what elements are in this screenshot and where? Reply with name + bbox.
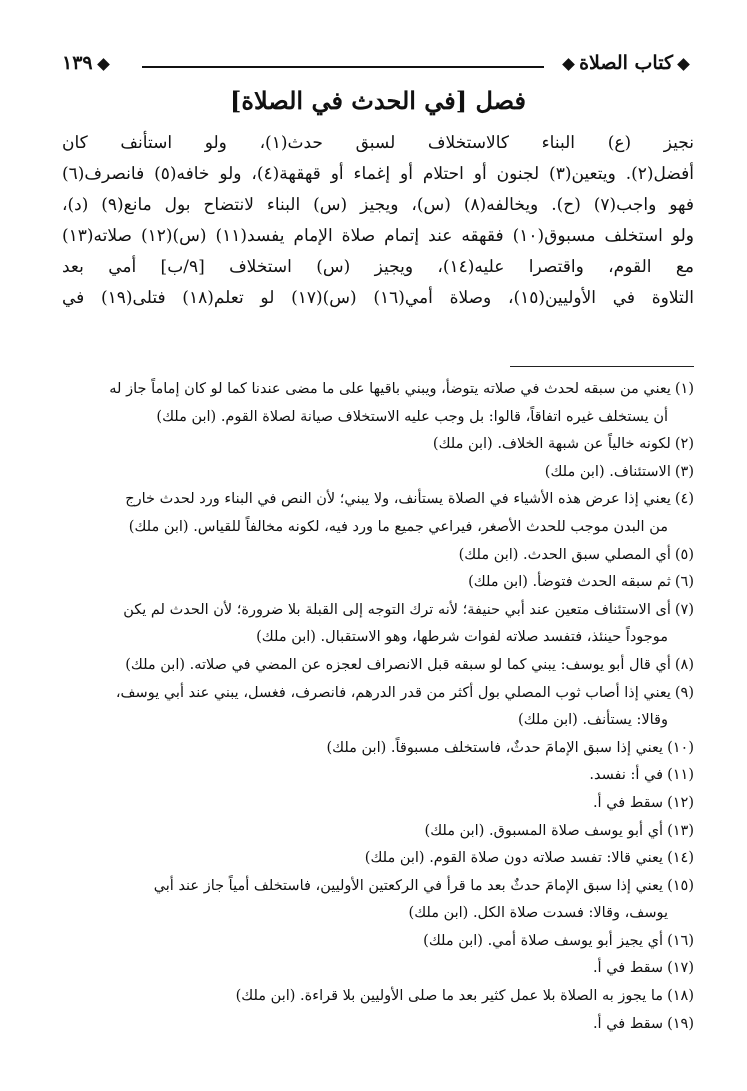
footnote-text: من البدن موجب للحدث الأصغر، فيراعي جميع ما ورد فيه، لكونه مخالفاً للقياس. (ابن ملك) <box>128 518 668 535</box>
footnote-text: يعني إذا سبق الإمامَ حدثٌ بعد ما قرأ في الركعتين الأوليين، فاستخلف أمياً جاز عند أبي <box>153 877 664 894</box>
footnote <box>62 790 694 818</box>
footnote-text: ثم سبقه الحدث فتوضأ. (ابن ملك) <box>468 574 671 591</box>
footnote <box>62 680 694 735</box>
footnote-text: يعني إذا سبق الإمامَ حدثٌ، فاستخلف مسبوقاً. (ابن ملك) <box>326 739 664 756</box>
footnote-text: أن يستخلف غيره اتفاقاً، قالوا: بل وجب عليه الاستخلاف صيانة لصلاة القوم. (ابن ملك) <box>156 408 668 425</box>
footnote <box>62 955 694 983</box>
footnote <box>62 735 694 763</box>
footnote-number: (٤) <box>674 491 694 508</box>
footnote <box>62 459 694 487</box>
footnote-number: (١٢) <box>667 794 694 811</box>
footnote-number: (١٩) <box>667 1015 694 1032</box>
footnote <box>62 873 694 928</box>
footnote <box>62 376 694 431</box>
footnote-text: سقط في أ. <box>592 960 664 977</box>
book-title <box>558 52 694 74</box>
footnote-text: أي قال أبو يوسف: يبني كما لو سبقه قبل الانصراف لعجزه عن المضي في صلاته. (ابن ملك) <box>125 656 671 673</box>
footnote-text: لكونه خالياً عن شبهة الخلاف. (ابن ملك) <box>432 436 671 453</box>
main-text-line: نجيز (ع) البناء كالاستخلاف لسبق حدث(١)، ولو استأنف كان <box>62 133 695 153</box>
footnote-text: سقط في أ. <box>592 794 664 811</box>
diamond-ornament-icon <box>677 58 690 71</box>
footnote-text: وقالا: يستأنف. (ابن ملك) <box>518 712 668 729</box>
main-text-line: أفضل(٢). ويتعين(٣) لجنون أو احتلام أو إغماء أو قهقهة(٤)، ولو خافه(٥) فانصرف(٦) <box>62 164 694 184</box>
footnote-text: أى الاستئناف متعين عند أبي حنيفة؛ لأنه ترك التوجه إلى القبلة بلا ضرورة؛ لأن الحدث لم يكن <box>123 601 671 618</box>
header-rule <box>142 66 544 68</box>
page-number <box>62 52 114 74</box>
footnote-text: يعني إذا أصاب ثوب المصلي بول أكثر من قدر الدرهم، فانصرف، فغسل، يبني عند أبي يوسف، <box>115 684 671 701</box>
footnote <box>62 1011 694 1039</box>
section-title: فصل [في الحدث في الصلاة] <box>230 86 526 115</box>
footnote-number: (٨) <box>674 656 694 673</box>
footnote-separator <box>510 366 694 367</box>
main-text-line: التلاوة في الأوليين(١٥)، وصلاة أمي(١٦) (س)(١٧) لو تعلم(١٨) فتلى(١٩) في <box>62 288 694 308</box>
diamond-ornament-icon <box>97 58 110 71</box>
footnote-number: (١١) <box>667 767 694 784</box>
footnote-number: (١٣) <box>667 822 694 839</box>
footnote-text: يعني إذا عرض هذه الأشياء في الصلاة يستأنف، ولا يبني؛ لأن النص في البناء ورد لحدث خارج <box>125 491 671 508</box>
footnote <box>62 597 694 652</box>
footnote-number: (٦) <box>674 574 694 591</box>
main-text-line: ولو استخلف مسبوق(١٠) فقهقه عند إتمام صلاة الإمام يفسد(١١) (س)(١٢) صلاته(١٣) <box>62 226 694 246</box>
footnote-number: (١) <box>674 381 694 397</box>
footnote <box>62 569 694 597</box>
footnote-number: (٢) <box>674 436 694 453</box>
footnote-number: (١٠) <box>667 739 694 756</box>
footnote-text: يعني من سبقه لحدث في صلاته يتوضأ، ويبني باقيها على ما مضى عندنا كما لو كان إماماً جاز له <box>109 381 671 397</box>
footnote-number: (١٧) <box>667 960 694 977</box>
footnote-number: (١٨) <box>667 988 694 1005</box>
footnote-number: (٧) <box>674 601 694 618</box>
footnote-text: موجوداً حينئذ، فتفسد صلاته لفوات شرطها، وهو الاستقبال. (ابن ملك) <box>256 629 668 646</box>
footnote <box>62 486 694 541</box>
footnote-text: يوسف، وقالا: فسدت صلاة الكل. (ابن ملك) <box>408 905 668 922</box>
footnote-text: أي يجيز أبو يوسف صلاة أمي. (ابن ملك) <box>423 932 664 949</box>
footnote <box>62 542 694 570</box>
main-text <box>62 128 694 314</box>
book-title-text: كتاب الصلاة <box>579 52 673 74</box>
footnote-text: أي المصلي سبق الحدث. (ابن ملك) <box>458 546 671 563</box>
footnote <box>62 431 694 459</box>
footnote-number: (١٦) <box>667 932 694 949</box>
footnotes <box>62 376 694 1038</box>
footnote-text: في أ: نفسد. <box>589 767 664 784</box>
footnote-number: (١٥) <box>667 877 694 894</box>
footnote <box>62 983 694 1011</box>
footnote-text: ما يجوز به الصلاة بلا عمل كثير بعد ما صلى الأوليين بلا قراءة. (ابن ملك) <box>235 988 664 1005</box>
footnote-text: سقط في أ. <box>592 1015 664 1032</box>
diamond-ornament-icon <box>562 58 575 71</box>
footnote <box>62 818 694 846</box>
footnote-number: (٣) <box>674 463 694 480</box>
footnote <box>62 762 694 790</box>
running-header <box>62 52 694 82</box>
page-number-text: ١٣٩ <box>62 52 93 74</box>
footnote <box>62 845 694 873</box>
footnote-number: (٩) <box>674 684 694 701</box>
main-text-line: فهو واجب(٧) (ح). ويخالفه(٨) (س)، ويجيز (س) البناء لانتضاح بول مانع(٩) (د)، <box>62 195 694 215</box>
footnote-text: الاستئناف. (ابن ملك) <box>544 463 671 480</box>
footnote <box>62 652 694 680</box>
main-text-line: مع القوم، واقتصرا عليه(١٤)، ويجيز (س) استخلاف [٩/ب] أمي بعد <box>62 257 694 277</box>
footnote-text: يعني قالا: تفسد صلاته دون صلاة القوم. (ابن ملك) <box>364 850 664 867</box>
footnote-number: (١٤) <box>667 850 694 867</box>
footnote <box>62 928 694 956</box>
footnote-number: (٥) <box>674 546 694 563</box>
footnote-text: أي أبو يوسف صلاة المسبوق. (ابن ملك) <box>424 822 664 839</box>
